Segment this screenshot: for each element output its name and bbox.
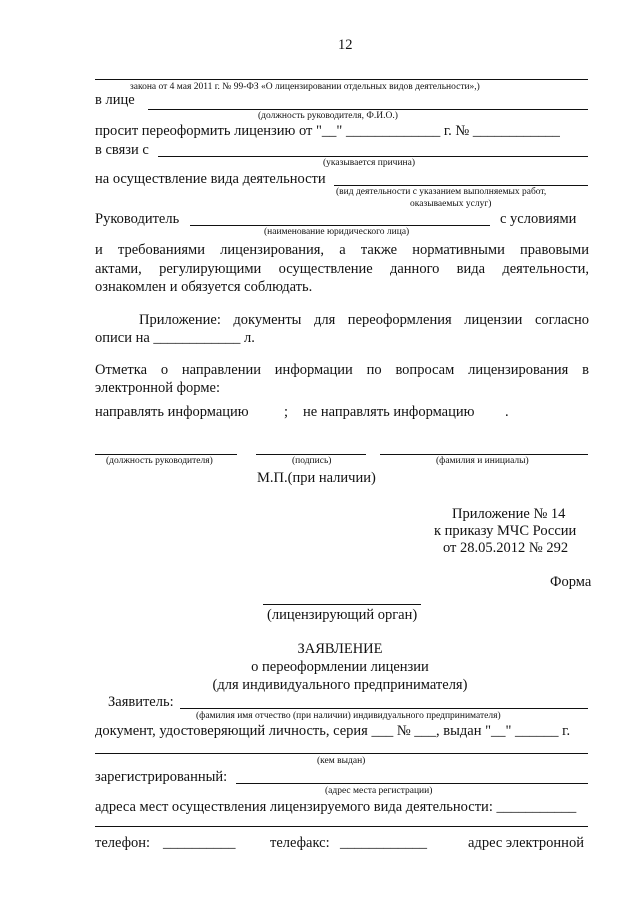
head-reference-text: закона от 4 мая 2011 г. № 99-ФЗ «О лицензировании отдельных видов деятельности»,)	[130, 82, 480, 92]
page-number: 12	[338, 37, 353, 53]
trebov-line-3: ознакомлен и обязуется соблюдать.	[95, 279, 313, 295]
adresa-mest-field[interactable]	[95, 826, 588, 827]
top-rule	[95, 79, 588, 80]
telefaks-label: телефакс:	[270, 835, 330, 851]
zayavlenie-title: ЗАЯВЛЕНИЕ	[297, 641, 383, 657]
rukovoditel-label: Руководитель	[95, 211, 180, 227]
prilozh-line-1: Приложение: документы для переоформления лицензии согласно	[139, 312, 589, 328]
sig-dolzhnost-note: (должность руководителя)	[106, 456, 213, 466]
sig-dolzhnost-field[interactable]	[95, 454, 237, 455]
appendix-line-1: Приложение № 14	[452, 506, 566, 522]
v-svyazi-label: в связи с	[95, 142, 149, 158]
na-osush-field[interactable]	[334, 185, 588, 186]
prilozh-line-2: описи на ____________ л.	[95, 330, 255, 346]
adres-reg-note: (адрес места регистрации)	[325, 786, 433, 796]
sig-podpis-note: (подпись)	[292, 456, 332, 466]
naim-note: (наименование юридического лица)	[264, 227, 410, 237]
v-litse-label: в лице	[95, 92, 135, 108]
trebov-line-2: актами, регулирующими осуществление данного вида деятельности,	[95, 261, 589, 277]
fio-note: (фамилия имя отчество (при наличии) индивидуального предпринимателя)	[196, 711, 501, 721]
dokument-line: документ, удостоверяющий личность, серия ___ № ___, выдан "__" ______ г.	[95, 723, 571, 739]
otmetka-line-1: Отметка о направлении информации по вопросам лицензирования в	[95, 362, 589, 378]
vid-note-2: оказываемых услуг)	[410, 199, 492, 209]
zayavitel-label: Заявитель:	[108, 694, 174, 710]
s-usloviyami-text: с условиями	[500, 211, 577, 227]
zaregistr-field[interactable]	[236, 783, 588, 784]
ne-napravlyat-option[interactable]: не направлять информацию	[303, 404, 475, 420]
vid-note-1: (вид деятельности с указанием выполняемых работ,	[336, 187, 547, 197]
zayavitel-field[interactable]	[180, 708, 588, 709]
option-separator: ;	[284, 404, 289, 420]
rukovoditel-field[interactable]	[190, 225, 490, 226]
telefaks-field[interactable]: ____________	[340, 835, 427, 851]
v-svyazi-field[interactable]	[158, 156, 588, 157]
na-osush-label: на осуществление вида деятельности	[95, 171, 326, 187]
v-litse-note: (должность руководителя, Ф.И.О.)	[258, 111, 398, 121]
v-litse-field[interactable]	[148, 109, 588, 110]
prosit-line: просит переоформить лицензию от "__" _____________ г. № ____________	[95, 123, 560, 139]
kem-vydan-note: (кем выдан)	[317, 756, 366, 766]
telefon-label: телефон:	[95, 835, 151, 851]
appendix-line-3: от 28.05.2012 № 292	[443, 540, 569, 556]
adres-el-text: адрес электронной	[468, 835, 584, 851]
zayavlenie-scope: (для индивидуального предпринимателя)	[212, 677, 468, 693]
zaregistr-label: зарегистрированный:	[95, 769, 228, 785]
v-svyazi-note: (указывается причина)	[323, 158, 416, 168]
otmetka-line-2: электронной форме:	[95, 380, 220, 396]
telefon-field[interactable]: __________	[163, 835, 236, 851]
mp-stamp-label: М.П.(при наличии)	[257, 470, 376, 486]
napravlyat-option[interactable]: направлять информацию	[95, 404, 249, 420]
forma-label: Форма	[550, 574, 592, 590]
appendix-line-2: к приказу МЧС России	[434, 523, 577, 539]
zayavlenie-subtitle: о переоформлении лицензии	[251, 659, 429, 675]
lits-organ-field[interactable]	[263, 604, 421, 605]
trebov-line-1: и требованиями лицензирования, а также нормативными правовыми	[95, 242, 589, 258]
lits-organ-note: (лицензирующий орган)	[267, 607, 418, 623]
adresa-mest-line: адреса мест осуществления лицензируемого вида деятельности: ___________	[95, 799, 577, 815]
sig-fio-field[interactable]	[380, 454, 588, 455]
sig-fio-note: (фамилия и инициалы)	[436, 456, 529, 466]
option-period: .	[505, 404, 509, 420]
sig-podpis-field[interactable]	[256, 454, 366, 455]
kem-vydan-field[interactable]	[95, 753, 588, 754]
